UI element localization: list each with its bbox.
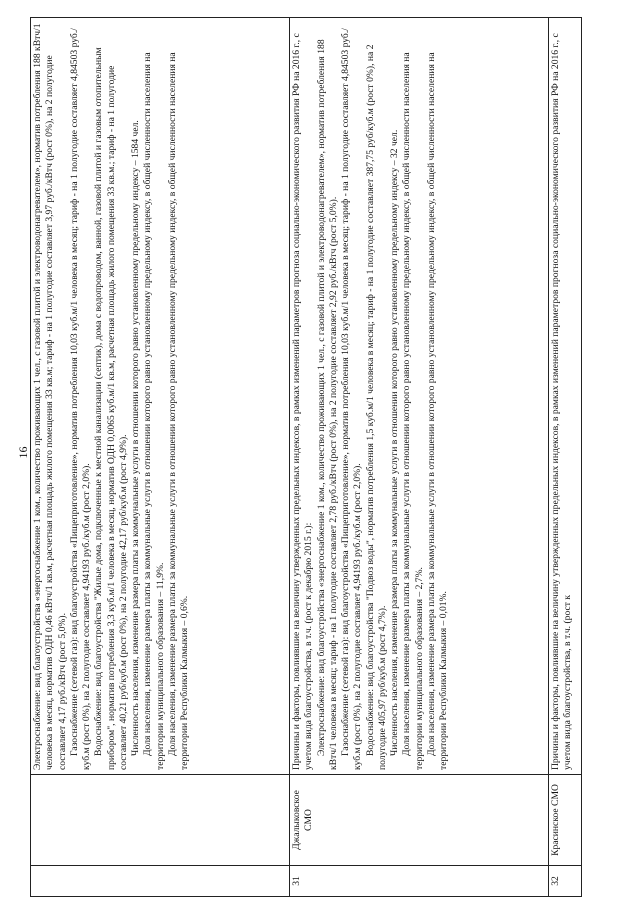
row-description bbox=[31, 18, 290, 775]
table-row bbox=[31, 18, 290, 897]
paragraph: Численность населения, изменение размера платы за коммунальные услуги в отношении которого равно установленному предельному индексу – 1584 чел. bbox=[130, 120, 142, 756]
table-row bbox=[549, 18, 582, 897]
paragraph: Газоснабжение (сетевой газ): вид благоустройства «Пищеприготовление», норматив потребления 10,03 куб.м/1 человека в месяц; тариф - на 1 полугодие составляет 4,84503 руб./куб.м (рост 0%), на 2 полугодие составляет 4,94193 руб./куб.м (рост 2,0%). bbox=[340, 28, 364, 770]
paragraph: Доля населения, изменение размера платы за коммунальные услуги в отношении которого равно установленному предельному индексу, в общей численности населения на территории муниципального образования – 11,9%. bbox=[142, 52, 166, 770]
municipality-name: Красинское СМО bbox=[549, 775, 582, 866]
row-description bbox=[290, 18, 549, 775]
paragraph: Водоснабжение: вид благоустройства "Подвоз воды", норматив потребления 1,5 куб.м/1 человека в месяц; тариф - на 1 полугодие составляет 387,75 руб/куб.м (рост 0%), на 2 полугодие 405,97 руб/куб.м (рост 4,7%). bbox=[364, 44, 388, 770]
paragraph: Газоснабжение (сетевой газ): вид благоустройства «Пищеприготовление», норматив потребления 10,03 куб.м/1 человека в месяц; тариф - на 1 полугодие составляет 4,84503 руб./куб.м (рост 0%), на 2 полугодие составляет 4,94193 руб./куб.м (рост 2,0%). bbox=[68, 28, 93, 770]
row-description bbox=[549, 18, 582, 775]
paragraph: Доля населения, изменение размера платы за коммунальные услуги в отношении которого равно установленному предельному индексу, в общей численности населения на территории Республики Калмыкия – 0,6%. bbox=[166, 52, 191, 770]
row-number: 32 bbox=[549, 866, 582, 897]
municipality-name bbox=[31, 775, 290, 866]
paragraph: Причины и факторы, повлиявшие на величину утвержденных предельных индексов, в рамках изменений параметров прогноза социально-экономического развития РФ на 2016 г., с учетом вида благоустройства, в т.ч. (рост к bbox=[550, 33, 574, 770]
paragraph: Доля населения, изменение размера платы за коммунальные услуги в отношении которого равно установленному предельному индексу, в общей численности населения на территории муниципального образования – 2,7%. bbox=[401, 52, 425, 770]
paragraph: Причины и факторы, повлиявшие на величину утвержденных предельных индексов, в рамках изменений параметров прогноза социально-экономического развития РФ на 2016 г., с учетом вида благоустройства, в т.ч. (рост к декабрю 2015 г.): bbox=[291, 33, 315, 770]
page-number: 16 bbox=[16, 446, 30, 459]
table-row bbox=[290, 18, 549, 897]
municipality-name: Джалыковское СМО bbox=[290, 775, 549, 866]
paragraph: Электроснабжение: вид благоустройства «энергоснабжение 1 ком., количество проживающих 1 чел., с газовой плитой и электроводонагревателем», норматив потребления 188 кВтч/1 человека в месяц; тариф - на 1 полугодие составляет 2,78 руб./кВтч (рост 0%), на 2 полугодие составляет 2,92 руб./кВтч (рост 5,0%). bbox=[315, 39, 339, 770]
paragraph: Численность населения, изменение размера платы за коммунальные услуги в отношении которого равно установленному предельному индексу – 32 чел. bbox=[389, 129, 401, 756]
paragraph: Электроснабжение: вид благоустройства «энергоснабжение 1 ком., количество проживающих 1 чел., с газовой плитой и электроводонагревателем», норматив потребления 188 кВтч/1 человека в месяц, норматив ОДН 0,46 кВтч/1 кв.м, расчетная площадь жилого помещения 33 кв.м; тариф - на 1 полугодие составляет 3,97 руб./кВтч (рост 0%), на 2 полугодие составляет 4,17 руб./кВтч (рост 5,0%). bbox=[32, 23, 68, 770]
row-number: 31 bbox=[290, 866, 549, 897]
paragraph: Водоснабжение: вид благоустройства "Жилые дома, подключенные к местной канализации (септик), дома с водопроводом, ванной, газовой плитой и газовым отопительным прибором", норматив потребления 3,3 куб.м/1 человека в месяц, норматив ОДН 0,0065 куб.м/1 кв.м, расчетная площадь жилого помещения 33 кв.м.; тариф - на 1 полугодие составляет 40,21 руб/куб.м (рост 0%), на 2 полугодие 42,17 руб/куб.м (рост 4,9%). bbox=[93, 47, 129, 770]
municipalities-table bbox=[30, 17, 582, 897]
row-number bbox=[31, 866, 290, 897]
paragraph: Доля населения, изменение размера платы за коммунальные услуги в отношении которого равно установленному предельному индексу, в общей численности населения на территории Республики Калмыкия – 0,01%. bbox=[425, 52, 450, 770]
